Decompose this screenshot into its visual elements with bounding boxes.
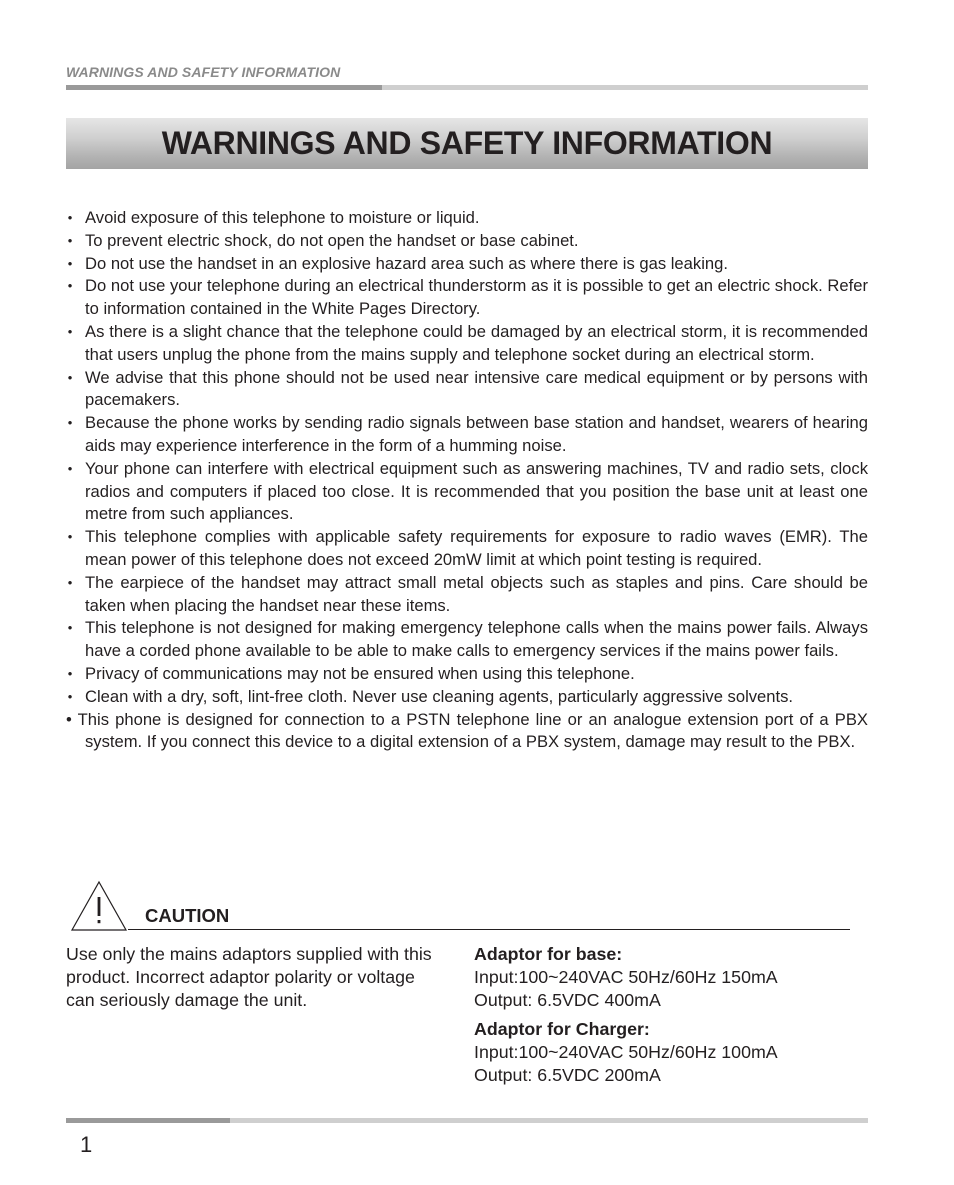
bullet: •: [67, 323, 73, 339]
warning-text: Because the phone works by sending radio signals between base station and handset, wearers of hearing aids may experience interference in the form of a humming noise.: [85, 413, 868, 455]
warning-text: This telephone is not designed for making emergency telephone calls when the mains power fails. Always have a corded phone available to be able to make calls to emergency services if the mains power fails.: [85, 618, 868, 661]
adaptor-base-output: Output: 6.5VDC 400mA: [474, 990, 661, 1010]
adaptor-base-heading: Adaptor for base:: [474, 944, 623, 964]
bullet: •: [67, 688, 73, 704]
bullet: •: [67, 210, 73, 225]
footer-rule: [66, 1118, 868, 1123]
adaptor-base-input: Input:100~240VAC 50Hz/60Hz 150mA: [474, 967, 778, 987]
warning-text: • This phone is designed for connection to a PSTN telephone line or an analogue extension port of a PBX system. If you connect this device to a digital extension of a PBX system, damage may result to the PBX.: [66, 709, 868, 752]
warning-text: Clean with a dry, soft, lint-free cloth. Never use cleaning agents, particularly aggressive solvents.: [85, 686, 794, 706]
bullet: •: [67, 369, 73, 385]
warning-text: Privacy of communications may not be ensured when using this telephone.: [85, 663, 635, 683]
bullet: •: [67, 529, 73, 545]
adaptor-charger-input: Input:100~240VAC 50Hz/60Hz 100mA: [474, 1042, 778, 1062]
warning-item: [66, 526, 868, 572]
warning-item: [66, 367, 868, 413]
header-rule: [66, 85, 868, 90]
warning-text: Avoid exposure of this telephone to moisture or liquid.: [85, 208, 480, 227]
bullet: •: [67, 278, 73, 294]
warning-item: [66, 275, 868, 321]
warning-item: [66, 412, 868, 458]
warning-item: [66, 321, 868, 367]
footer-rule-dark: [66, 1118, 230, 1123]
warning-text: Your phone can interfere with electrical equipment such as answering machines, TV and radio sets, clock radios and computers if placed too close. It is recommended that you position the base unit at least one metre from such appliances.: [85, 458, 868, 524]
caution-rule: [128, 929, 850, 930]
warning-triangle-icon: [70, 880, 128, 932]
running-header: WARNINGS AND SAFETY INFORMATION: [66, 64, 341, 80]
title-banner: [66, 118, 868, 169]
warning-item: [66, 458, 868, 526]
warning-item: [66, 663, 868, 686]
warning-text: The earpiece of the handset may attract small metal objects such as staples and pins. Care should be taken when placing the handset near these items.: [85, 572, 868, 615]
adaptor-charger-heading: Adaptor for Charger:: [474, 1019, 650, 1039]
bullet: •: [67, 415, 73, 431]
warning-text: This telephone complies with applicable safety requirements for exposure to radio waves (EMR). The mean power of this telephone does not exceed 20mW limit at which point testing is required.: [85, 527, 868, 569]
page-number: 1: [80, 1132, 93, 1157]
warning-item: [66, 709, 868, 755]
caution-title: CAUTION: [145, 905, 230, 926]
warning-item: [66, 253, 868, 276]
page-title: WARNINGS AND SAFETY INFORMATION: [161, 125, 773, 161]
bullet: •: [67, 665, 73, 681]
warning-text: To prevent electric shock, do not open the handset or base cabinet.: [85, 230, 579, 250]
header-rule-light: [382, 85, 868, 90]
bullet: •: [67, 574, 73, 590]
warning-item: [66, 686, 868, 709]
warning-item: [66, 207, 868, 230]
bullet: •: [67, 620, 73, 636]
warning-text: As there is a slight chance that the telephone could be damaged by an electrical storm, it is recommended that users unplug the phone from the mains supply and telephone socket during an electrical storm.: [85, 321, 868, 364]
adaptor-charger-output: Output: 6.5VDC 200mA: [474, 1065, 661, 1085]
warning-text: Do not use your telephone during an electrical thunderstorm as it is possible to get an electric shock. Refer to information contained in the White Pages Directory.: [85, 276, 868, 319]
warnings-list: [66, 207, 868, 754]
warning-text: We advise that this phone should not be used near intensive care medical equipment or by persons with pacemakers.: [85, 367, 868, 410]
footer-rule-light: [230, 1118, 868, 1123]
adaptor-charger-spec: [474, 1018, 874, 1087]
header-rule-dark: [66, 85, 382, 90]
warning-text: Do not use the handset in an explosive hazard area such as where there is gas leaking.: [85, 253, 728, 273]
warning-item: [66, 230, 868, 253]
warning-item: [66, 572, 868, 618]
warning-item: [66, 617, 868, 663]
adaptor-base-spec: [474, 943, 874, 1012]
bullet: •: [67, 255, 73, 271]
caution-text: Use only the mains adaptors supplied with this product. Incorrect adaptor polarity or voltage can seriously damage the unit.: [66, 944, 432, 1010]
bullet: •: [67, 460, 73, 476]
bullet: •: [67, 232, 73, 248]
